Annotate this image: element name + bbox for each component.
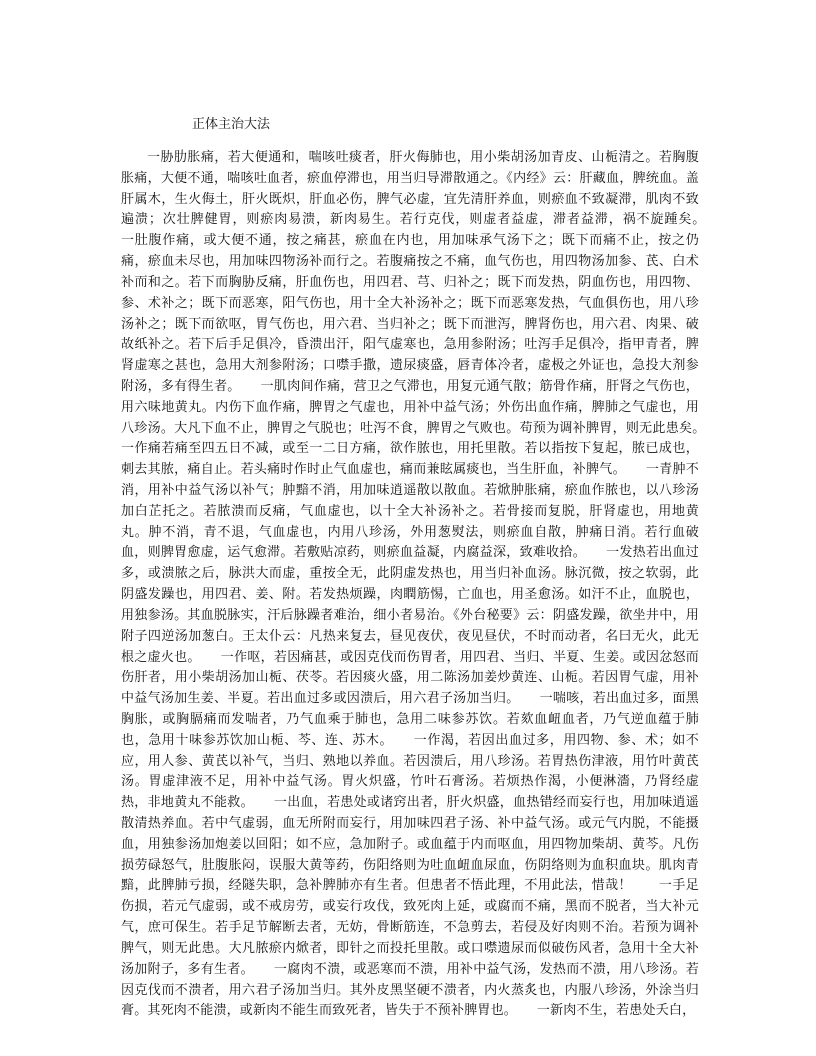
document-title: 正体主治大法: [192, 117, 271, 132]
document-body: 一胁肋胀痛，若大便通和，喘咳吐痰者，肝火侮肺也，用小柴胡汤加青皮、山栀清之。若胸腹胀痛，大便不通，喘咳吐血者，瘀血停滞也，用当归导滞散通之。《内经》云：肝藏血，脾统血。盖肝属木，生火侮土，肝火既炽，肝血必伤，脾气必虚，宜先清肝养血，则瘀血不致凝滞，肌肉不致遍溃；次壮脾健胃，则瘀肉易溃，新肉易生。若行克伐，则虚者益虚，滞者益滞，祸不旋踵矣。 一肚腹作痛，或大便不通，按之痛甚，瘀血在内也，用加味承气汤下之；既下而痛不止，按之仍痛，瘀血未尽也，用加味四物汤补而行之。若腹痛按之不痛，血气伤也，用四物汤加参、芪、白术补而和之。若下而胸胁反痛，肝血伤也，用四君、芎、归补之；既下而发热，阴血伤也，用四物、参、术补之；既下而恶寒，阳气伤也，用十全大补汤补之；既下而恶寒发热，气血俱伤也，用八珍汤补之；既下而欲呕，胃气伤也，用六君、当归补之；既下而泄泻，脾肾伤也，用六君、肉果、破故纸补之。若下后手足俱冷，昏溃出汗，阳气虚寒也，急用参附汤；吐泻手足俱冷，指甲青者，脾肾虚寒之甚也，急用大剂参附汤；口噤手撒，遗尿痰盛，唇青体冷者，虚极之外证也，急投大剂参附汤，多有得生者。 一肌肉间作痛，营卫之气滞也，用复元通气散；筋骨作痛，肝肾之气伤也，用六味地黄丸。内伤下血作痛，脾胃之气虚也，用补中益气汤；外伤出血作痛，脾肺之气虚也，用八珍汤。大凡下血不止，脾胃之气脱也；吐泻不食，脾胃之气败也。苟预为调补脾胃，则无此患矣。 一作痛若痛至四五日不减，或至一二日方痛，欲作脓也，用托里散。若以指按下复起，脓已成也，刺去其脓，痛自止。若头痛时作时止气血虚也，痛而兼眩属痰也，当生肝血，补脾气。 一青肿不消，用补中益气汤以补气；肿黯不消，用加味逍遥散以散血。若焮肿胀痛，瘀血作脓也，以八珍汤加白芷托之。若脓溃而反痛，气血虚也，以十全大补汤补之。若骨接而复脱，肝肾虚也，用地黄丸。肿不消，青不退，气血虚也，内用八珍汤，外用葱熨法，则瘀血自散，肿痛日消。若行血破血，则脾胃愈虚，运气愈滞。若敷贴凉药，则瘀血益凝，内腐益深，致难收拾。 一发热若出血过多，或溃脓之后，脉洪大而虚，重按全无，此阴虚发热也，用当归补血汤。脉沉微，按之软弱，此阴盛发躁也，用四君、姜、附。若发热烦躁，肉瞤筋惕，亡血也，用圣愈汤。如汗不止，血脱也，用独参汤。其血脱脉实，汗后脉躁者难治，细小者易治。《外台秘要》云：阴盛发躁，欲坐井中，用附子四逆汤加葱白。王太仆云：凡热来复去，昼见夜伏，夜见昼伏，不时而动者，名曰无火，此无根之虚火也。 一作呕，若因痛甚，或因克伐而伤胃者，用四君、当归、半夏、生姜。或因忿怒而伤肝者，用小柴胡汤加山栀、茯苓。若因痰火盛，用二陈汤加姜炒黄连、山栀。若因胃气虚，用补中益气汤加生姜、半夏。若出血过多或因溃后，用六君子汤加当归。 一喘咳，若出血过多，面黑胸胀，或胸膈痛而发喘者，乃气血乘于肺也，急用二味参苏饮。若欬血衄血者，乃气逆血蕴于肺也，急用十味参苏饮加山栀、芩、连、苏木。 一作渴，若因出血过多，用四物、参、术；如不应，用人参、黄芪以补气，当归、熟地以养血。若因溃后，用八珍汤。若胃热伤津液，用竹叶黄芪汤。胃虚津液不足，用补中益气汤。胃火炽盛，竹叶石膏汤。若烦热作渴，小便淋濇，乃肾经虚热，非地黄丸不能救。 一出血，若患处或诸窍出者，肝火炽盛，血热错经而妄行也，用加味逍遥散清热养血。若中气虚弱，血无所附而妄行，用加味四君子汤、补中益气汤。或元气内脱，不能摄血，用独参汤加炮姜以回阳；如不应，急加附子。或血蕴于内而呕血，用四物加柴胡、黄芩。凡伤损劳碌怒气，肚腹胀闷，误服大黄等药，伤阳络则为吐血衄血尿血，伤阴络则为血积血块。肌肉青黯，此脾肺亏损，经隧失职，急补脾肺亦有生者。但患者不悟此理，不用此法，惜哉！ 一手足伤损，若元气虚弱，或不戒房劳，或妄行攻伐，致死肉上延，或腐而不痛，黑而不脱者，当大补元气，庶可保生。若手足节解断去者，无妨，骨断筋连，不急剪去，若侵及好肉则不治。若预为调补脾气，则无此患。大凡脓瘀内焮者，即针之而投托里散。或口噤遗尿而似破伤风者，急用十全大补汤加附子，多有生者。 一腐肉不溃，或恶寒而不溃，用补中益气汤，发热而不溃，用八珍汤。若因克伐而不溃者，用六君子汤加当归。其外皮黑坚硬不溃者，内火蒸炙也，内服八珍汤，外涂当归膏。其死肉不能溃，或新肉不能生而致死者，皆失于不预补脾胃也。 一新肉不生，若患处夭白，: [121, 150, 726, 1019]
